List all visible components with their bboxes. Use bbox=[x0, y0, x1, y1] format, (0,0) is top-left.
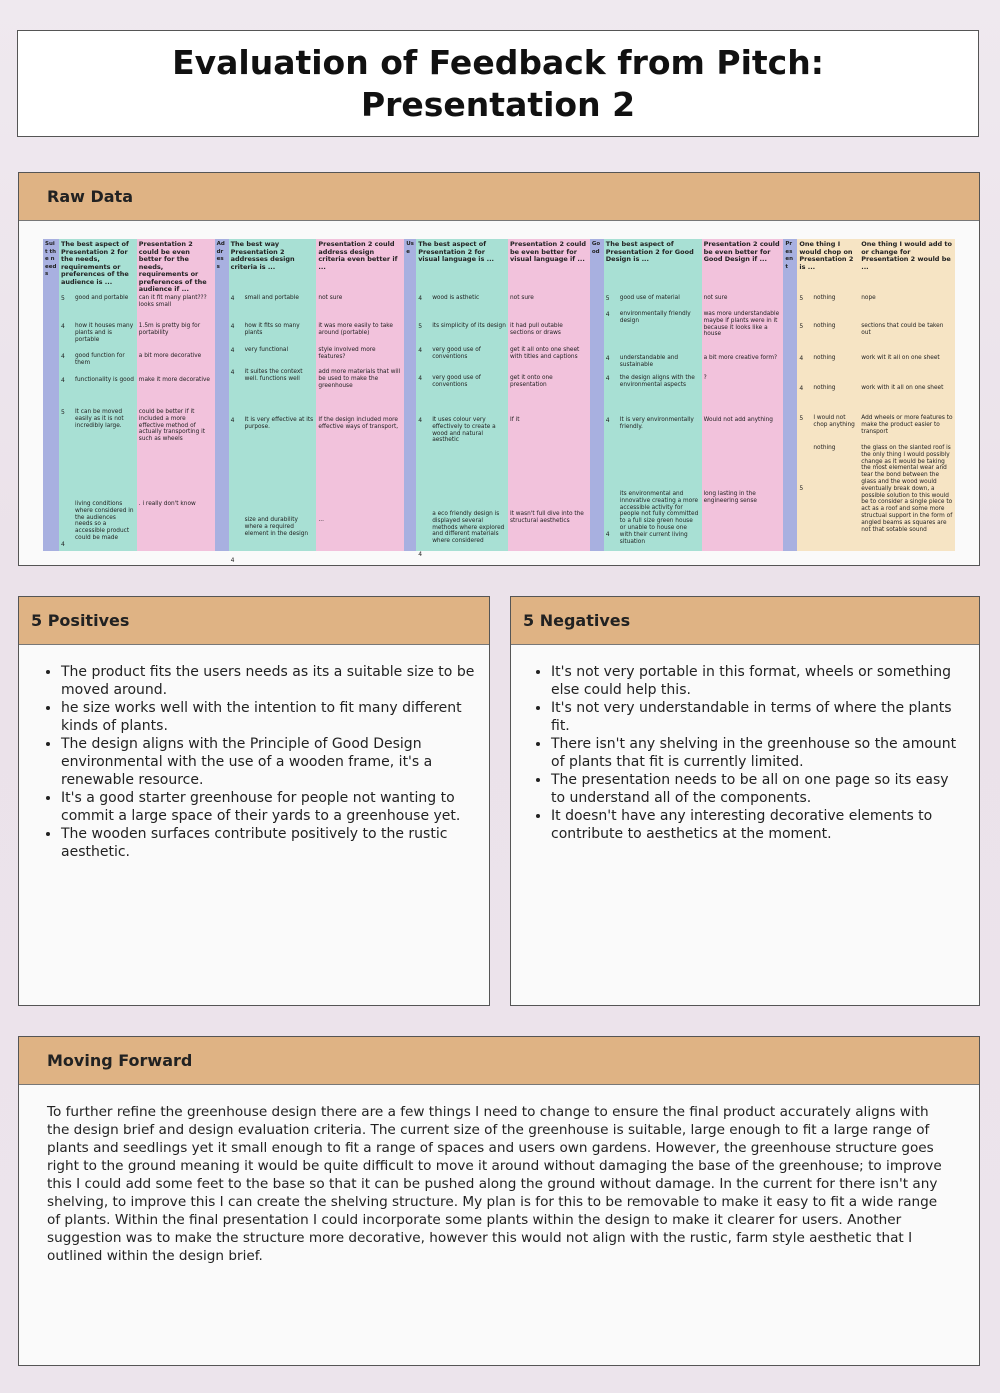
raw-data-column-header: One thing I would chop on Presentation 2 is ... bbox=[799, 240, 854, 271]
moving-forward-heading: Moving Forward bbox=[47, 1051, 193, 1070]
raw-data-column-header: Presentation 2 could be even better for the needs, requirements or preferences of the audience if ... bbox=[138, 240, 207, 293]
raw-data-cell: make it more decorative bbox=[138, 377, 210, 383]
raw-data-cell: how it fits so many plants bbox=[244, 323, 300, 336]
raw-data-cell: nothing bbox=[813, 295, 836, 301]
raw-data-cell: Add wheels or more features to make the product easier to transport bbox=[861, 415, 953, 435]
raw-data-better-column bbox=[316, 239, 404, 551]
raw-data-score: 4 bbox=[799, 355, 804, 362]
raw-data-cell: long lasting in the engineering sense bbox=[703, 491, 757, 504]
raw-data-cell: nope bbox=[861, 295, 876, 301]
positives-list bbox=[19, 663, 489, 861]
raw-data-table bbox=[43, 239, 955, 564]
raw-data-side-column bbox=[43, 239, 59, 551]
positives-panel bbox=[18, 596, 490, 1006]
raw-data-cell: get it onto one presentation bbox=[509, 375, 553, 388]
raw-data-cell: work wit it all on one sheet bbox=[861, 355, 940, 361]
raw-data-score: 5 bbox=[799, 295, 804, 302]
raw-data-cell: ? bbox=[703, 375, 707, 381]
raw-data-best-column bbox=[59, 239, 137, 551]
positive-item: • he size works well with the intention to fit many different kinds of plants. bbox=[61, 699, 475, 735]
negative-item: • The presentation needs to be all on one page so its easy to understand all of the components. bbox=[551, 771, 965, 807]
raw-data-side-column bbox=[590, 239, 604, 551]
raw-data-column-header: Presentation 2 could address design criteria even better if ... bbox=[318, 240, 398, 271]
raw-data-cell: ... bbox=[318, 517, 324, 523]
raw-data-score: 4 bbox=[418, 295, 423, 302]
raw-data-score: 4 bbox=[230, 557, 235, 564]
raw-data-column-header: Presentation 2 could be even better for visual language if ... bbox=[509, 240, 587, 263]
raw-data-cell: work with it all on one sheet bbox=[861, 385, 944, 391]
raw-data-score: 5 bbox=[799, 485, 804, 492]
raw-data-cell: 1.5m is pretty big for portability bbox=[138, 323, 201, 336]
raw-data-cell: not sure bbox=[703, 295, 728, 301]
raw-data-score: 4 bbox=[605, 531, 610, 538]
raw-data-cell: nothing bbox=[813, 385, 836, 391]
raw-data-score: 5 bbox=[799, 323, 804, 330]
raw-data-cell: I would not chop anything bbox=[813, 415, 855, 428]
raw-data-cell: could be better if it included a more effective method of actually transporting it such as wheels bbox=[138, 409, 206, 443]
raw-data-cell: style involved more features? bbox=[318, 347, 376, 360]
raw-data-best-column bbox=[797, 239, 859, 551]
raw-data-cell: It wasn't full dive into the structural aesthetics bbox=[509, 511, 584, 524]
raw-data-cell: good function for them bbox=[74, 353, 125, 366]
raw-data-score: 4 bbox=[418, 417, 423, 424]
raw-data-cell: a bit more creative form? bbox=[703, 355, 778, 361]
raw-data-score: 4 bbox=[418, 347, 423, 354]
raw-data-best-column bbox=[229, 239, 317, 564]
raw-data-cell: It is very effective at its purpose. bbox=[244, 417, 314, 430]
title-box bbox=[17, 30, 979, 137]
raw-data-best-column bbox=[604, 239, 702, 551]
raw-data-cell: it had pull outable sections or draws bbox=[509, 323, 563, 336]
raw-data-cell: nothing bbox=[813, 323, 836, 329]
raw-data-score: 4 bbox=[60, 377, 65, 384]
raw-data-cell: nothing bbox=[813, 355, 836, 361]
raw-data-panel bbox=[18, 172, 980, 566]
raw-data-cell: nothing bbox=[813, 445, 836, 451]
raw-data-score: 5 bbox=[60, 295, 65, 302]
raw-data-score: 4 bbox=[230, 323, 235, 330]
raw-data-cell: how it houses many plants and is portable bbox=[74, 323, 134, 343]
raw-data-cell: was more understandable maybe if plants were in it because it looks like a house bbox=[703, 311, 780, 338]
raw-data-cell: If it bbox=[509, 417, 520, 423]
raw-data-side-column bbox=[783, 239, 797, 551]
raw-data-cell: very functional bbox=[244, 347, 289, 353]
moving-forward-text: To further refine the greenhouse design there are a few things I need to change to ensure the final product accurately aligns with the design brief and design evaluation criteria. The current size of the greenhouse is suitable, large enough to fit a large range of plants and seedlings yet it small enough to fit a range of spaces and users own gardens. However, the greenhouse structure goes right to the ground meaning it would be quite difficult to move it around without damaging the base of the greenhouse; to improve this I could add some feet to the base so that it can be pushed along the ground without damage. In the current for there isn't any shelving, to improve this I can create the shelving structure. My plan is for this to be removable to make it easy to fit a wide range of plants. Within the final presentation I could incorporate some plants within the design to make it clearer for users. Another suggestion was to make the structure more decorative, however this would not align with the rustic, farm style aesthetic that I outlined within the design brief. bbox=[47, 1104, 942, 1264]
raw-data-score: 4 bbox=[230, 295, 235, 302]
raw-data-cell: understandable and sustainable bbox=[619, 355, 679, 368]
raw-data-column-header: Presentation 2 could be even better for Good Design if ... bbox=[703, 240, 780, 263]
raw-data-column-header: One thing I would add to or change for Presentation 2 would be ... bbox=[861, 240, 952, 271]
positives-heading: 5 Positives bbox=[31, 611, 130, 630]
raw-data-cell: It uses colour very effectively to create a wood and natural aesthetic bbox=[432, 417, 496, 444]
raw-data-score: 4 bbox=[60, 541, 65, 548]
raw-data-cell: a bit more decorative bbox=[138, 353, 202, 359]
raw-data-cell: size and durability where a required element in the design bbox=[244, 517, 309, 537]
raw-data-cell: its environmental and innovative creating a more accessible activity for people not fully committed to a full size green house or unable to house one with their current living situation bbox=[619, 491, 699, 545]
raw-data-score: 5 bbox=[799, 415, 804, 422]
raw-data-cell: very good use of conventions bbox=[432, 375, 481, 388]
raw-data-cell: Would not add anything bbox=[703, 417, 773, 423]
raw-data-side-label: Suit the needs bbox=[45, 241, 57, 277]
negatives-header bbox=[511, 597, 979, 645]
raw-data-side-label: Use bbox=[406, 241, 414, 255]
raw-data-side-column bbox=[404, 239, 416, 551]
moving-forward-panel bbox=[18, 1036, 980, 1366]
raw-data-column-header: The best way Presentation 2 addresses design criteria is ... bbox=[230, 240, 295, 271]
raw-data-heading: Raw Data bbox=[47, 187, 133, 206]
raw-data-cell: If the design included more effective ways of transport, bbox=[318, 417, 399, 430]
raw-data-score: 4 bbox=[60, 323, 65, 330]
raw-data-side-label: Good bbox=[591, 241, 601, 255]
raw-data-score: 4 bbox=[230, 417, 235, 424]
raw-data-score: 5 bbox=[605, 295, 610, 302]
raw-data-cell: environmentally friendly design bbox=[619, 311, 691, 324]
raw-data-column-header: The best aspect of Presentation 2 for the needs, requirements or preferences of the audience is ... bbox=[60, 240, 129, 286]
raw-data-cell: can it fit many plant??? looks small bbox=[138, 295, 207, 308]
raw-data-best-column bbox=[416, 239, 508, 558]
raw-data-better-column bbox=[859, 239, 955, 551]
negative-item: • There isn't any shelving in the greenhouse so the amount of plants that fit is currently limited. bbox=[551, 735, 965, 771]
raw-data-score: 4 bbox=[605, 355, 610, 362]
positive-item: • The product fits the users needs as its a suitable size to be moved around. bbox=[61, 663, 475, 699]
raw-data-cell: functionality is good bbox=[74, 377, 134, 383]
raw-data-side-column bbox=[215, 239, 229, 551]
positives-header bbox=[19, 597, 489, 645]
raw-data-score: 4 bbox=[230, 369, 235, 376]
raw-data-score: 4 bbox=[418, 375, 423, 382]
positive-item: • The design aligns with the Principle of Good Design environmental with the use of a wooden frame, it's a renewable resource. bbox=[61, 735, 475, 789]
negative-item: • It doesn't have any interesting decorative elements to contribute to aesthetics at the moment. bbox=[551, 807, 965, 843]
raw-data-cell: good use of material bbox=[619, 295, 680, 301]
raw-data-cell: the design aligns with the environmental aspects bbox=[619, 375, 695, 388]
raw-data-cell: It can be moved easily as it is not incredibly large. bbox=[74, 409, 124, 429]
raw-data-score: 4 bbox=[230, 347, 235, 354]
raw-data-better-column bbox=[137, 239, 215, 551]
negative-item: • It's not very portable in this format, wheels or something else could help this. bbox=[551, 663, 965, 699]
raw-data-header bbox=[19, 173, 979, 221]
raw-data-cell: add more materials that will be used to make the greenhouse bbox=[318, 369, 401, 389]
raw-data-score: 4 bbox=[605, 375, 610, 382]
raw-data-cell: not sure bbox=[318, 295, 343, 301]
raw-data-cell: the glass on the slanted roof is the only thing I would possibly change as it would be taking the most elemental wear and tear the bond between the glass and the wood would eventually break down, a possible solution to this would be to consider a single piece to act as a roof and some more structual support in the form of angled beams as squares are not that sotable sound bbox=[861, 445, 953, 533]
raw-data-cell: sections that could be taken out bbox=[861, 323, 944, 336]
raw-data-cell: it was more easily to take around (portable) bbox=[318, 323, 393, 336]
raw-data-better-column bbox=[508, 239, 590, 551]
moving-forward-header bbox=[19, 1037, 979, 1085]
negative-item: • It's not very understandable in terms of where the plants fit. bbox=[551, 699, 965, 735]
raw-data-score: 5 bbox=[418, 323, 423, 330]
raw-data-cell: . i really don't know bbox=[138, 501, 196, 507]
raw-data-score: 4 bbox=[799, 385, 804, 392]
positive-item: • The wooden surfaces contribute positively to the rustic aesthetic. bbox=[61, 825, 475, 861]
raw-data-cell: it suites the context well. functions well bbox=[244, 369, 303, 382]
positive-item: • It's a good starter greenhouse for people not wanting to commit a large space of their yards to a greenhouse yet. bbox=[61, 789, 475, 825]
raw-data-side-label: Present bbox=[785, 241, 794, 270]
raw-data-cell: good and portable bbox=[74, 295, 129, 301]
raw-data-cell: wood is asthetic bbox=[432, 295, 480, 301]
negatives-list bbox=[511, 663, 979, 843]
raw-data-score: 5 bbox=[60, 409, 65, 416]
page-title-line-2: Presentation 2 bbox=[360, 84, 636, 124]
raw-data-column-header: The best aspect of Presentation 2 for Good Design is ... bbox=[605, 240, 694, 263]
page-title-line-1: Evaluation of Feedback from Pitch: bbox=[172, 42, 824, 82]
raw-data-cell: It is very environmentally friendly. bbox=[619, 417, 694, 430]
raw-data-cell: its simplicity of its design bbox=[432, 323, 506, 329]
raw-data-cell: living conditions where considered in the audiences needs so a accessible product could be made bbox=[74, 501, 134, 541]
negatives-panel bbox=[510, 596, 980, 1006]
raw-data-cell: small and portable bbox=[244, 295, 299, 301]
raw-data-cell: not sure bbox=[509, 295, 534, 301]
raw-data-column-header: The best aspect of Presentation 2 for visual language is ... bbox=[418, 240, 495, 263]
negatives-heading: 5 Negatives bbox=[523, 611, 631, 630]
raw-data-side-label: Address bbox=[216, 241, 225, 270]
raw-data-score: 4 bbox=[605, 417, 610, 424]
raw-data-score: 4 bbox=[605, 311, 610, 318]
raw-data-better-column bbox=[702, 239, 784, 551]
raw-data-score: 4 bbox=[60, 353, 65, 360]
raw-data-score: 4 bbox=[418, 551, 423, 558]
raw-data-cell: a eco friendly design is displayed several methods where explored and different materials where considered bbox=[432, 511, 505, 545]
raw-data-cell: get it all onto one sheet with titles and captions bbox=[509, 347, 580, 360]
raw-data-cell: very good use of conventions bbox=[432, 347, 481, 360]
